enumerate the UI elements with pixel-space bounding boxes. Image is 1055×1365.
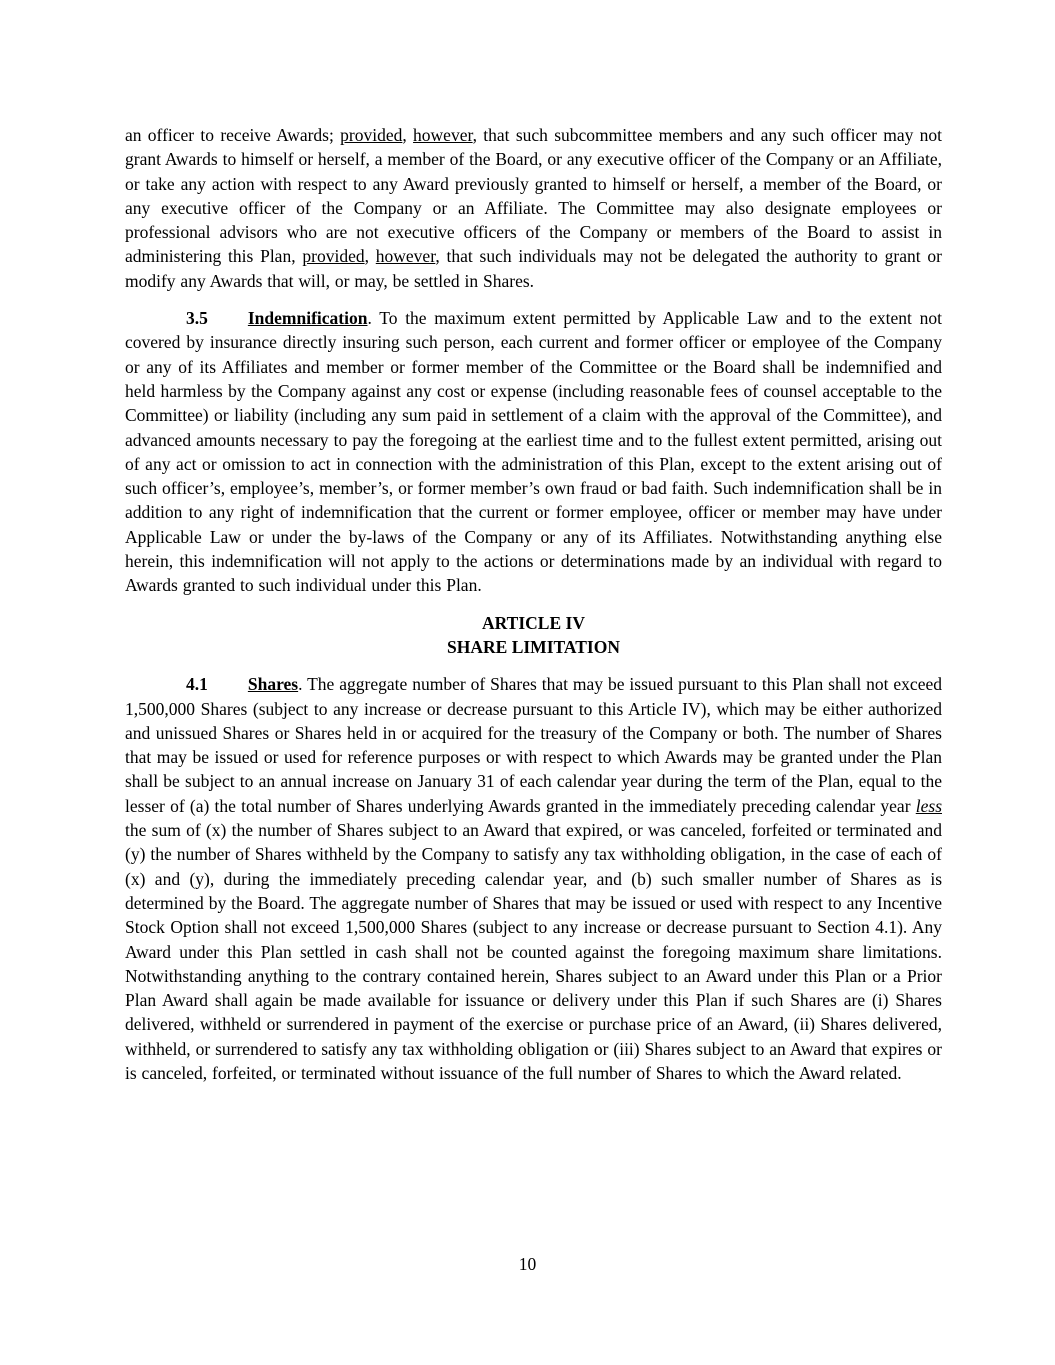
text-segment: however	[375, 246, 436, 267]
text-segment: . The aggregate number of Shares that may be issued pursuant to this Plan shall not exceed 1,500,000 Shares (subject to any increase or decrease pursuant to this Article IV), which may be either authorized and unissued Shares or Shares held in or acquired for the treasury of the Company or both. The number of Shares that may be issued or used for reference purposes or with respect to which Awards may be granted under the Plan shall be subject to an annual increase on January 31 of each calendar year during the term of the Plan, equal to the lesser of (a) the total number of Shares underlying Awards granted in the immediately preceding calendar year	[125, 674, 942, 816]
page-number: 10	[518, 1254, 537, 1274]
document-body	[125, 123, 942, 1098]
text-segment: 4.1	[186, 674, 208, 695]
paragraph-continuation	[125, 123, 942, 293]
section-3-5-indemnification	[125, 306, 942, 598]
heading-line: SHARE LIMITATION	[447, 636, 620, 657]
text-segment: ,	[364, 246, 376, 267]
text-segment: ,	[402, 125, 414, 145]
text-segment: an officer to receive Awards;	[125, 125, 341, 145]
text-segment: Shares	[247, 674, 299, 695]
article-iv-heading	[125, 611, 942, 660]
text-segment: the sum of (x) the number of Shares subject to an Award that expired, or was canceled, forfeited or terminated and (y) the number of Shares withheld by the Company to satisfy any tax withholding obligation, in the case of each of (x) and (y), during the immediately preceding calendar year, and (b) such smaller number of Shares as is determined by the Board. The aggregate number of Shares that may be issued or used with respect to any Incentive Stock Option shall not exceed 1,500,000 Shares (subject to any increase or decrease pursuant to Section 4.1). Any Award under this Plan settled in cash shall not be counted against the foregoing maximum share limitations. Notwithstanding anything to the contrary contained herein, Shares subject to an Award under this Plan or a Prior Plan Award shall again be made available for issuance or delivery under this Plan if such Shares are (i) Shares delivered, withheld or surrendered in payment of the exercise or purchase price of an Award, (ii) Shares delivered, withheld, or surrendered to satisfy any tax withholding obligation or (iii) Shares subject to an Award that expires or is canceled, forfeited, or terminated without issuance of the full number of Shares to which the Award related.	[125, 820, 942, 1083]
text-segment: 3.5	[186, 308, 208, 329]
text-segment: less	[915, 795, 942, 816]
text-segment: however	[413, 125, 473, 145]
text-segment: , that such individuals may not be delegated the authority to grant or modify any Awards that will, or may, be settled in Shares.	[125, 246, 943, 291]
text-segment: Indemnification	[247, 308, 368, 329]
heading-line: ARTICLE IV	[482, 612, 585, 633]
text-segment: , that such subcommittee members and any such officer may not grant Awards to himself or herself, a member of the Board, or any executive officer of the Company or an Affiliate, or take any action with respect to any Award previously granted to himself or herself, a member of the Board, or any executive officer of the Company or an Affiliate. The Committee may also designate employees or professional advisors who are not executive officers of the Company or members of the Board to assist in administering this Plan,	[125, 125, 942, 267]
text-segment: provided	[340, 125, 403, 145]
text-segment: provided	[302, 246, 365, 267]
section-4-1-shares	[125, 672, 942, 1085]
text-segment: . To the maximum extent permitted by Applicable Law and to the extent not covered by insurance directly insuring such person, each current and former officer or employee of the Company or any of its Affiliates and member or former member of the Committee or the Board shall be indemnified and held harmless by the Company against any cost or expense (including reasonable fees of counsel acceptable to the Committee) or liability (including any sum paid in settlement of a claim with the approval of the Committee), and advanced amounts necessary to pay the foregoing at the earliest time and to the fullest extent permitted, arising out of any act or omission to act in connection with the administration of this Plan, except to the extent arising out of such officer’s, employee’s, member’s, or former member’s own fraud or bad faith. Such indemnification shall be in addition to any right of indemnification that the current or former employee, officer or member may have under Applicable Law or under the by-laws of the Company or any of its Affiliates. Notwithstanding anything else herein, this indemnification will not apply to the actions or determinations made by an individual with regard to Awards granted to such individual under this Plan.	[125, 308, 942, 596]
